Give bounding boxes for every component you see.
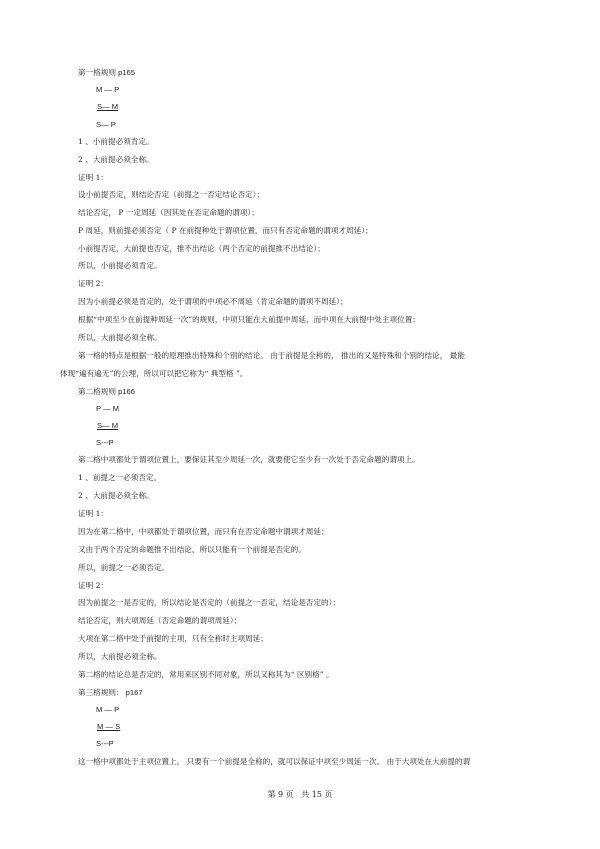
text-line: 2 、大前提必须全称。 (78, 491, 154, 500)
syllogism-line: S— M (97, 102, 119, 111)
text-line: 证明 1： (78, 509, 109, 518)
text-line: 因为在第二格中，中项都处于谓项位置，而只有在否定命题中谓项才周延； (78, 527, 329, 536)
syllogism-line: S---P (96, 739, 114, 748)
text-line: 证明 1： (78, 173, 109, 182)
text-line: 结论否定， P 一定周延（因其处在否定命题的谓项）； (78, 208, 259, 217)
text-line: 所以，前提之一必须否定。 (78, 563, 170, 572)
rule-heading: 第三格规则： p167 (78, 688, 143, 697)
text-line: 所以，小前提必须肯定。 (78, 261, 162, 270)
syllogism-line: S— P (96, 120, 116, 129)
text-line: 根据“中项至少在前提种周延一次”的规则，中项只能在大前提中周延，而中项在大前提中处主项位置； (78, 315, 420, 324)
text-line: 所以，大前提必须全称。 (78, 652, 162, 661)
syllogism-line: S— M (97, 421, 119, 430)
text-line: 第二格的结论总是否定的，常用来区别不同对象，所以又称其为“ 区别格” 。 (78, 670, 334, 679)
text-line: 结论否定，则大项周延（否定命题的谓项周延）； (78, 616, 242, 625)
text-line: 证明 2： (78, 581, 109, 590)
text-line: 因为前提之一是否定的，所以结论是否定的（前提之一否定，结论是否定的）； (78, 598, 340, 607)
rule-heading: 第二格规则 p166 (78, 387, 135, 396)
page-footer: 第 9 页 共 15 页 (267, 790, 333, 799)
text-line: 第二格中项都处于谓项位置上，要保证其至少周延一次，就要使它至少有一次处于否定命题的谓项上。 (78, 455, 420, 464)
text-line: 因为小前提必须是肯定的，处于谓项的中项必不周延（肯定命题的谓项不周延）； (78, 297, 348, 306)
text-line: 大项在第二格中处于前提的主项，只有全称时主项周延； (78, 634, 268, 643)
text-line: 1 、前提之一必须否定。 (78, 473, 162, 482)
syllogism-line: M — P (96, 85, 120, 94)
text-line: P 周延，则前提必须否定（ P 在前提种处于谓项位置，而只有否定命题的谓项才周延）； (78, 226, 373, 235)
text-line: 证明 2： (78, 279, 109, 288)
text-line: 体现“遍有遍无”的公理，所以可以把它称为“ 典型格 ”。 (60, 369, 248, 378)
text-line: 这一格中项都处于主项位置上， 只要有一个前提是全称的，就可以保证中项至少周延一次。 由于大项处在大前提的谓 (78, 757, 471, 766)
text-line: 所以，大前提必须全称。 (78, 333, 162, 342)
syllogism-line: S---P (96, 438, 114, 447)
text-line: 又由于两个否定的命题推不出结论，所以只能有一个前提是否定的。 (78, 545, 306, 554)
syllogism-line: M — P (96, 705, 120, 714)
syllogism-line: M — S (97, 722, 121, 731)
text-line: 设小前提否定，则结论否定（前提之一否定结论否定）； (78, 190, 265, 199)
text-line: 小前提否定，大前提也否定，推不出结论（两个否定的前提推不出结论）； (78, 244, 325, 253)
text-line: 2 、大前提必须全称。 (78, 155, 154, 164)
syllogism-line: P — M (96, 404, 120, 413)
rule-heading: 第一格规则 p165 (78, 68, 135, 77)
text-line: 1 、小前提必须肯定。 (78, 137, 154, 146)
text-line: 第一格的特点是根据一般的原理推出特殊和个别的结论。 由于前提是全称的， 推出的又是特殊和个别的结论， 最能 (78, 351, 465, 360)
